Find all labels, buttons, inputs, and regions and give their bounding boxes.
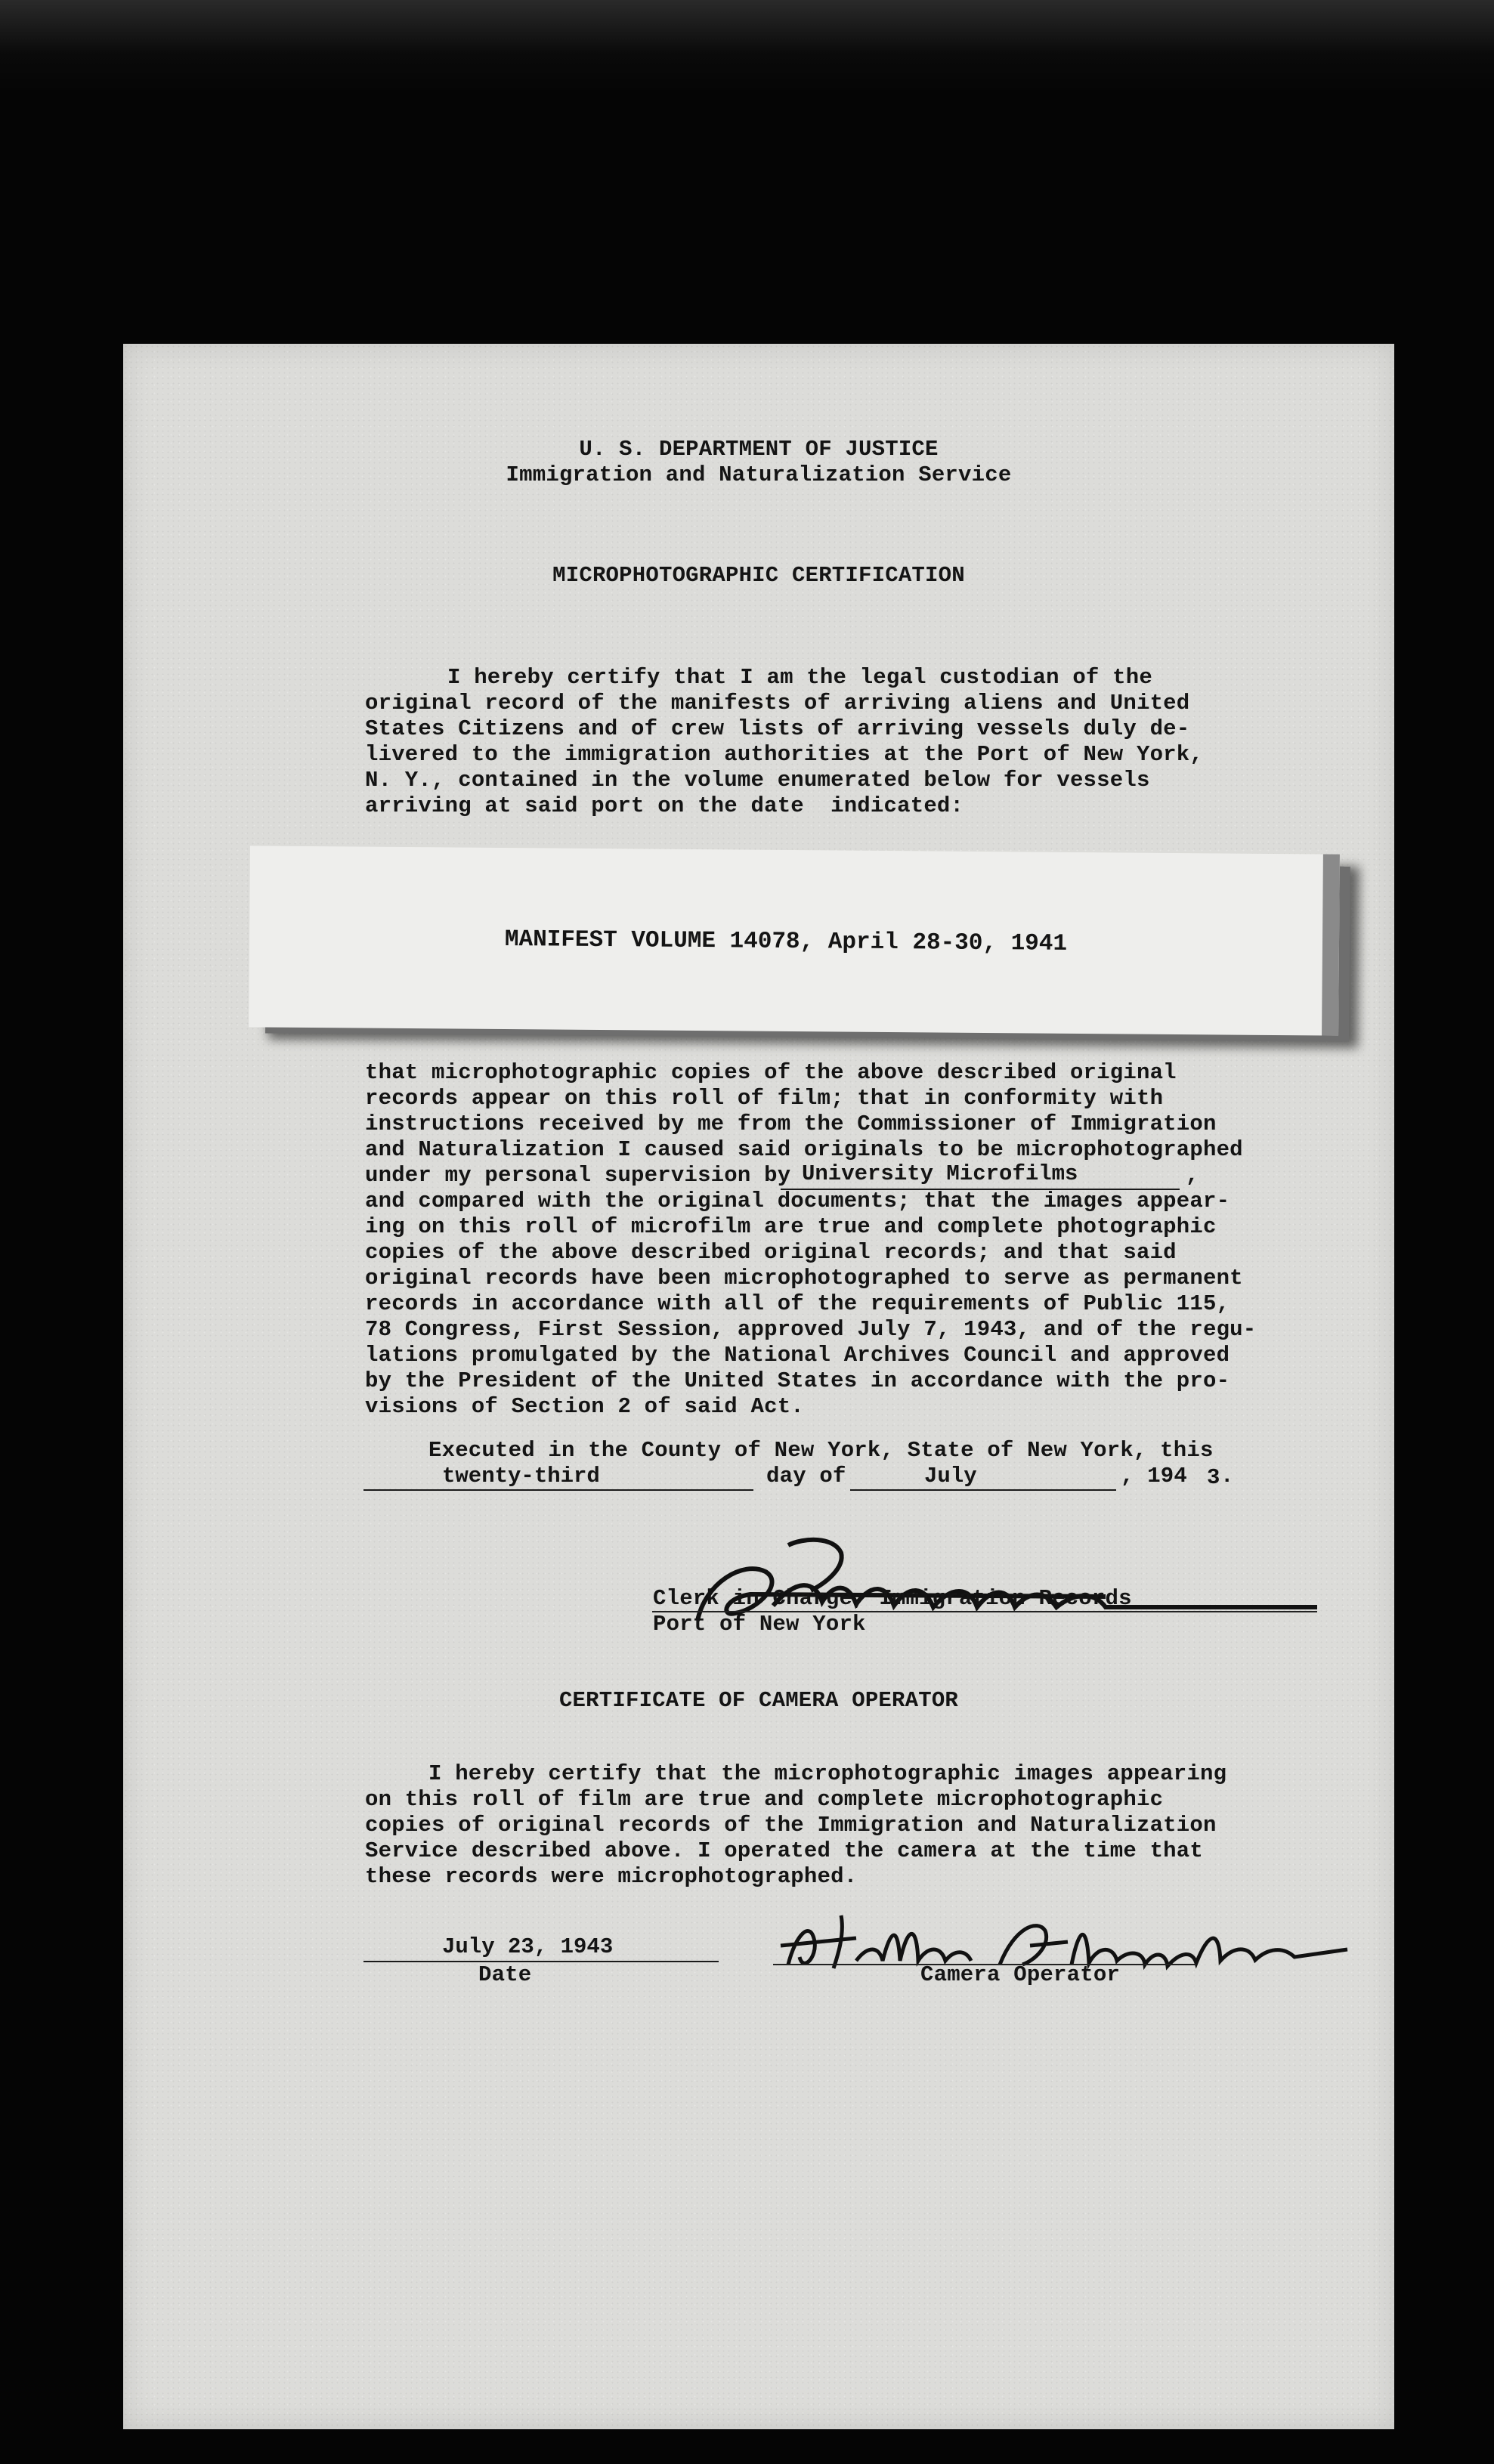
- main-line: under my personal supervision by: [365, 1163, 791, 1188]
- year-value: 3: [1207, 1465, 1220, 1490]
- execution-line: Executed in the County of New York, State of New York, this: [428, 1438, 1214, 1463]
- intro-line: States Citizens and of crew lists of arriving vessels duly de-: [365, 716, 1190, 741]
- manifest-slip: [249, 846, 1340, 1035]
- execution-month-value: July: [924, 1464, 977, 1489]
- department-heading: U. S. DEPARTMENT OF JUSTICE: [579, 437, 939, 462]
- year-period: .: [1220, 1464, 1234, 1489]
- main-line: original records have been microphotographed to serve as permanent: [365, 1266, 1243, 1291]
- main-line: copies of the above described original records; and that said: [365, 1240, 1177, 1265]
- service-heading: Immigration and Naturalization Service: [506, 462, 1012, 487]
- clerk-title: Clerk in Charge, Immigration Records: [653, 1586, 1132, 1611]
- supervisor-field-value: University Microfilms: [802, 1161, 1078, 1186]
- camera-date-label: Date: [478, 1962, 532, 1987]
- main-line: records in accordance with all of the requirements of Public 115,: [365, 1291, 1230, 1316]
- camera-operator-label: Camera Operator: [920, 1962, 1121, 1987]
- execution-day-value: twenty-third: [442, 1464, 600, 1489]
- month-underline: [850, 1489, 1116, 1491]
- camera-line: I hereby certify that the microphotographic images appearing: [428, 1761, 1227, 1786]
- main-line: and Naturalization I caused said originals to be microphotographed: [365, 1137, 1243, 1162]
- day-underline: [363, 1489, 753, 1491]
- film-edge: [0, 0, 1494, 91]
- intro-line: arriving at said port on the date indicated:: [365, 793, 964, 818]
- main-line: instructions received by me from the Commissioner of Immigration: [365, 1111, 1217, 1136]
- main-line: by the President of the United States in accordance with the pro-: [365, 1368, 1230, 1393]
- intro-line: original record of the manifests of arriving aliens and United: [365, 691, 1190, 716]
- clerk-location: Port of New York: [653, 1612, 866, 1637]
- day-of-label: day of: [766, 1464, 846, 1489]
- main-line: visions of Section 2 of said Act.: [365, 1394, 804, 1419]
- main-line: records appear on this roll of film; that in conformity with: [365, 1086, 1164, 1111]
- main-line: ing on this roll of microfilm are true and complete photographic: [365, 1214, 1217, 1239]
- camera-date-value: July 23, 1943: [442, 1934, 614, 1959]
- certificate-page: [123, 344, 1394, 2429]
- intro-line: N. Y., contained in the volume enumerated below for vessels: [365, 768, 1150, 793]
- supervisor-comma: ,: [1186, 1163, 1199, 1188]
- camera-line: on this roll of film are true and complete microphotographic: [365, 1787, 1164, 1812]
- manifest-volume-label: MANIFEST VOLUME 14078, April 28-30, 1941: [504, 926, 1068, 957]
- intro-line: I hereby certify that I am the legal custodian of the: [447, 665, 1152, 690]
- main-line: 78 Congress, First Session, approved July 7, 1943, and of the regu-: [365, 1317, 1257, 1342]
- intro-line: livered to the immigration authorities at the Port of New York,: [365, 742, 1203, 767]
- certification-title: MICROPHOTOGRAPHIC CERTIFICATION: [552, 563, 965, 588]
- main-line: and compared with the original documents; that the images appear-: [365, 1189, 1230, 1213]
- camera-line: these records were microphotographed.: [365, 1864, 858, 1889]
- camera-line: copies of original records of the Immigration and Naturalization: [365, 1813, 1217, 1838]
- camera-certificate-title: CERTIFICATE OF CAMERA OPERATOR: [558, 1688, 959, 1713]
- main-line: that microphotographic copies of the above described original: [365, 1060, 1177, 1085]
- main-line: lations promulgated by the National Archives Council and approved: [365, 1343, 1230, 1368]
- camera-line: Service described above. I operated the camera at the time that: [365, 1838, 1203, 1863]
- camera-date-underline: [363, 1961, 719, 1962]
- year-prefix: , 194: [1121, 1464, 1188, 1489]
